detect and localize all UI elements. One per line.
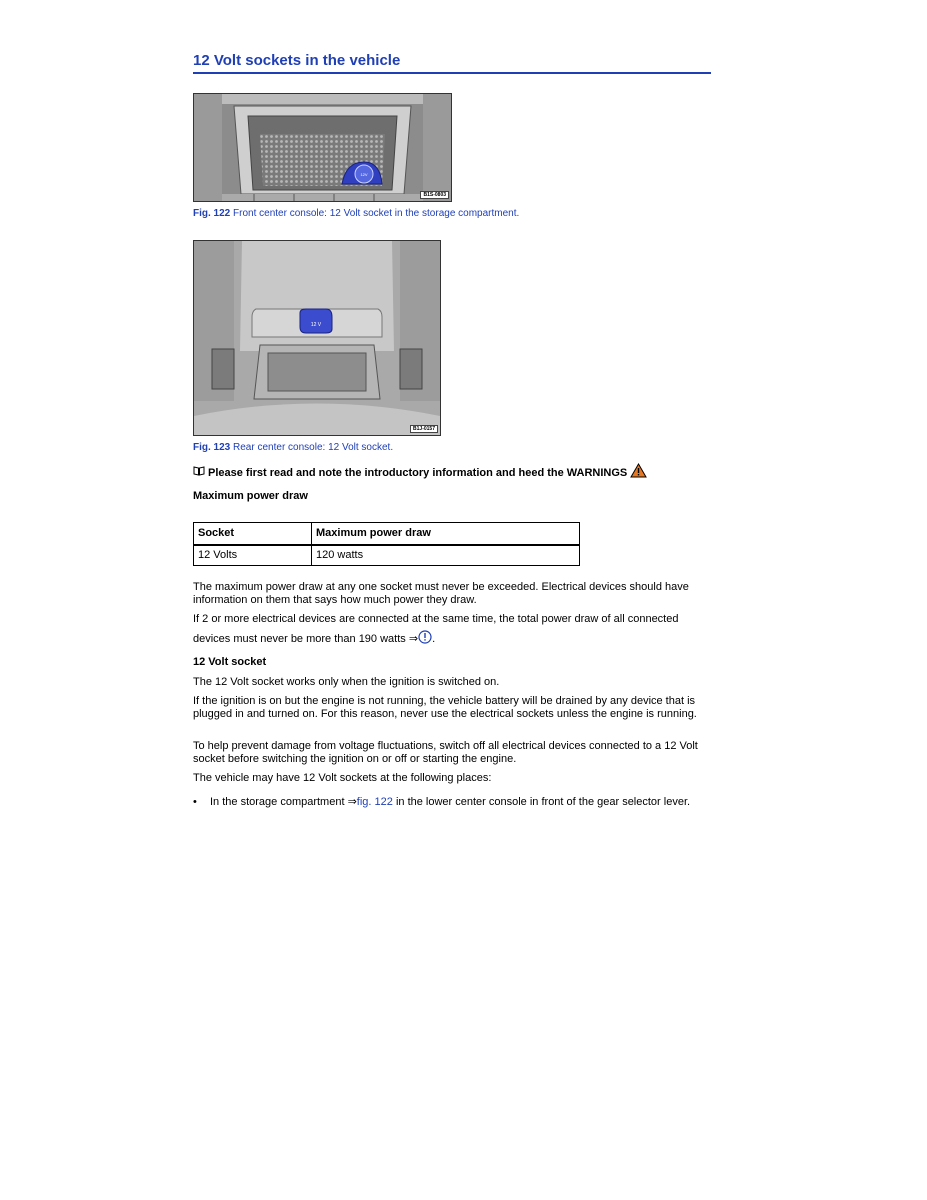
paragraph-text: . [432,633,436,645]
figure-label: Fig. 123 [193,442,231,453]
figure-code: B1J-0157 [410,425,438,433]
paragraph: If the ignition is on but the engine is not running, the vehicle battery will be drained by any device that is plugged in and turned on. For this reason, never use the electrical sockets unless the engine is running. [193,695,697,720]
figure-code: B1S-0803 [420,191,449,199]
book-icon [193,466,205,480]
list-item [193,796,711,809]
table-header: Maximum power draw [312,523,580,546]
socket-label: 12 V [310,322,322,328]
figure-122-caption [193,208,519,220]
page-title: 12 Volt sockets in the vehicle [193,52,711,74]
paragraph: If 2 or more electrical devices are connected at the same time, the total power draw of all connected [193,613,679,625]
section-heading-socket: 12 Volt socket [193,656,267,668]
table-row [194,545,580,566]
paragraph: To help prevent damage from voltage fluctuations, switch off all electrical devices connected to a 12 Volt socket before switching the ignition on or off or starting the engine. [193,740,698,765]
list-item-text: In the storage compartment ⇒ [210,796,357,808]
list-item-text: in the lower center console in front of the gear selector lever. [392,796,691,808]
figure-caption-text: Front center console: 12 Volt socket in the storage compartment. [230,208,520,219]
caution-icon[interactable] [418,630,432,648]
paragraph-text: devices must never be more than 190 watts ⇒ [193,633,419,645]
intro-text: Please first read and note the introductory information and heed the WARNINGS [208,466,628,479]
figure-label: Fig. 122 [193,208,231,219]
section-heading-max-power: Maximum power draw [193,490,308,502]
socket-label: 12V [360,172,368,177]
figure-123-caption [193,442,393,454]
figure-caption-text: Rear center console: 12 Volt socket. [230,442,394,453]
paragraph: The vehicle may have 12 Volt sockets at the following places: [193,772,492,784]
table-header: Socket [194,523,312,546]
bullet-icon: • [193,796,197,808]
paragraph: The 12 Volt socket works only when the ignition is switched on. [193,676,500,688]
table-cell: 12 Volts [194,545,312,566]
power-table [193,522,580,566]
warning-icon[interactable] [630,463,647,482]
paragraph [193,630,711,648]
intro-notice [193,463,647,482]
table-cell: 120 watts [312,545,580,566]
figure-122-image [193,93,452,202]
fig-122-link[interactable]: fig. 122 [356,796,393,808]
paragraph: The maximum power draw at any one socket must never be exceeded. Electrical devices should have information on them that says how much power they draw. [193,581,689,606]
figure-123-image [193,240,441,436]
